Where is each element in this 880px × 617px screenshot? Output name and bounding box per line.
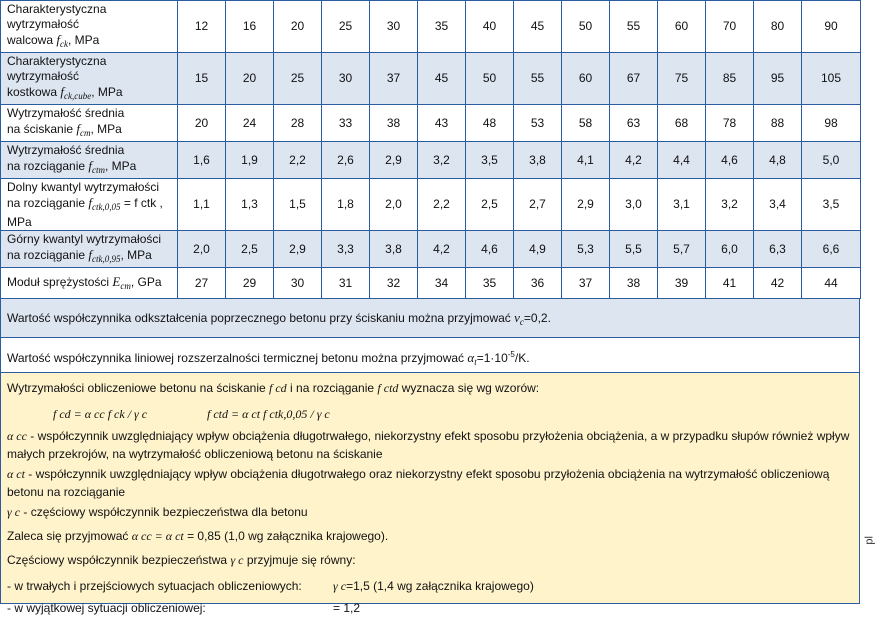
- table-cell: 27: [178, 268, 226, 299]
- table-cell: 2,0: [370, 179, 418, 231]
- table-cell: 4,6: [706, 142, 754, 179]
- table-cell: 3,8: [514, 142, 562, 179]
- gamma-c-symbol: γ c: [7, 505, 21, 519]
- table-cell: 48: [466, 105, 514, 142]
- row-label: [1, 105, 178, 142]
- row-label: [1, 179, 178, 231]
- table-row: [1, 231, 861, 268]
- table-cell: 16: [226, 1, 274, 53]
- table-cell: 38: [370, 105, 418, 142]
- table-cell: 4,2: [418, 231, 466, 268]
- table-cell: 3,2: [706, 179, 754, 231]
- table-cell: 88: [754, 105, 802, 142]
- table-cell: 20: [178, 105, 226, 142]
- partial-text-b: przyjmuje się równy:: [243, 553, 356, 567]
- table-cell: 63: [610, 105, 658, 142]
- row-label: [1, 231, 178, 268]
- row-label-line1: Wytrzymałość średnia: [7, 143, 125, 157]
- table-cell: 1,8: [322, 179, 370, 231]
- table-cell: 2,0: [178, 231, 226, 268]
- row-unit: = f ctk , MPa: [7, 196, 163, 229]
- table-cell: 2,7: [514, 179, 562, 231]
- poisson-subscript: c: [519, 317, 524, 327]
- accidental-case-label: - w wyjątkowej sytuacji obliczeniowej:: [7, 601, 206, 615]
- row-label-line2: na rozciąganie: [7, 159, 89, 173]
- row-label-line2: na rozciąganie: [7, 196, 89, 210]
- row-label-line1: Charakterystyczna wytrzymałość: [7, 2, 107, 31]
- table-cell: 3,1: [658, 179, 706, 231]
- table-cell: 2,2: [274, 142, 322, 179]
- table-cell: 3,3: [322, 231, 370, 268]
- table-cell: 1,6: [178, 142, 226, 179]
- row-symbol-subscript: ctk,0,05: [92, 202, 121, 212]
- table-cell: 12: [178, 1, 226, 53]
- case1-symbol: γ c: [333, 579, 347, 593]
- table-cell: 35: [466, 268, 514, 299]
- table-cell: 105: [802, 53, 861, 105]
- table-cell: 3,5: [466, 142, 514, 179]
- row-label-line2: na ściskanie: [7, 122, 77, 136]
- row-label: [1, 1, 178, 53]
- case1-value: =1,5 (1,4 wg załącznika krajowego): [346, 579, 534, 593]
- table-cell: 30: [322, 53, 370, 105]
- table-cell: 4,2: [610, 142, 658, 179]
- row-symbol-subscript: ck: [59, 39, 68, 49]
- table-cell: 2,5: [226, 231, 274, 268]
- formula-fcd: f cd = α cc f ck / γ c: [53, 407, 148, 421]
- table-cell: 67: [610, 53, 658, 105]
- table-cell: 20: [226, 53, 274, 105]
- table-cell: 37: [562, 268, 610, 299]
- table-cell: 98: [802, 105, 861, 142]
- row-symbol: f: [60, 84, 64, 99]
- table-cell: 31: [322, 268, 370, 299]
- table-cell: 50: [562, 1, 610, 53]
- table-cell: 4,1: [562, 142, 610, 179]
- table-cell: 68: [658, 105, 706, 142]
- row-unit: , MPa: [120, 248, 152, 262]
- table-cell: 5,7: [658, 231, 706, 268]
- table-cell: 42: [754, 268, 802, 299]
- table-cell: 60: [658, 1, 706, 53]
- alpha-ct-symbol: α ct: [7, 467, 25, 481]
- table-cell: 6,3: [754, 231, 802, 268]
- thermal-exponent: -5: [507, 350, 515, 359]
- table-cell: 30: [370, 1, 418, 53]
- alpha-cc-text: - współczynnik uwzględniający wpływ obciążenia długotrwałego, niekorzystny efekt sposobu przyłożenia obciążenia, a w przypadku słupów również wpływ małych przekrojów, na wytrzymałość obliczeniową betonu na ściskanie: [7, 429, 850, 461]
- row-symbol-subscript: cm: [80, 128, 91, 138]
- table-cell: 75: [658, 53, 706, 105]
- table-cell: 4,8: [754, 142, 802, 179]
- table-row: [1, 1, 861, 53]
- thermal-symbol: α: [467, 350, 475, 365]
- table-cell: 53: [514, 105, 562, 142]
- row-symbol: f: [88, 247, 93, 262]
- accidental-case-value: = 1,2: [333, 601, 361, 615]
- row-label-line2: walcowa: [7, 33, 57, 47]
- table-cell: 1,1: [178, 179, 226, 231]
- table-row: [1, 142, 861, 179]
- intro-text-b: i na rozciąganie: [286, 381, 378, 395]
- table-cell: 4,4: [658, 142, 706, 179]
- thermal-text: Wartość współczynnika liniowej rozszerzalności termicznej betonu można przyjmować: [7, 351, 468, 365]
- thermal-unit: /K.: [514, 351, 530, 365]
- alpha-cc-symbol: α cc: [7, 429, 27, 443]
- table-cell: 60: [562, 53, 610, 105]
- watermark: pl: [864, 536, 876, 545]
- table-cell: 15: [178, 53, 226, 105]
- poisson-note: [0, 299, 860, 338]
- table-cell: 4,9: [514, 231, 562, 268]
- recommend-text-b: = 0,85 (1,0 wg załącznika krajowego).: [183, 529, 389, 543]
- table-cell: 37: [370, 53, 418, 105]
- row-label-line1: Górny kwantyl wytrzymałości: [7, 232, 162, 246]
- persistent-case-label: - w trwałych i przejściowych sytuacjach obliczeniowych:: [7, 579, 302, 593]
- table-cell: 3,2: [418, 142, 466, 179]
- row-label: [1, 268, 178, 299]
- table-row: [1, 179, 861, 231]
- table-cell: 2,9: [370, 142, 418, 179]
- gamma-c-text: - częściowy współczynnik bezpieczeństwa dla betonu: [20, 505, 308, 519]
- table-cell: 36: [514, 268, 562, 299]
- persistent-case-value: [333, 577, 851, 595]
- table-cell: 25: [274, 53, 322, 105]
- recommendation: [7, 527, 851, 545]
- table-cell: 2,6: [322, 142, 370, 179]
- table-row: [1, 268, 861, 299]
- table-cell: 85: [706, 53, 754, 105]
- table-cell: 58: [562, 105, 610, 142]
- table-cell: 34: [418, 268, 466, 299]
- row-symbol-subscript: ctk,0,95: [92, 254, 121, 264]
- row-label-line1: Moduł sprężystości: [7, 274, 113, 289]
- table-cell: 29: [226, 268, 274, 299]
- table-cell: 24: [226, 105, 274, 142]
- table-cell: 1,9: [226, 142, 274, 179]
- table-cell: 38: [610, 268, 658, 299]
- row-symbol-subscript: ck,cube: [63, 91, 92, 101]
- row-symbol: f: [88, 195, 93, 210]
- fcd-symbol: f cd: [269, 381, 287, 395]
- table-cell: 50: [466, 53, 514, 105]
- table-cell: 70: [706, 1, 754, 53]
- recommend-symbol: α cc = α ct: [131, 529, 184, 543]
- recommend-text-a: Zaleca się przyjmować: [7, 529, 132, 543]
- table-cell: 3,0: [610, 179, 658, 231]
- alpha-ct-definition: [7, 465, 851, 501]
- table-cell: 2,2: [418, 179, 466, 231]
- table-row: [1, 105, 861, 142]
- table-cell: 28: [274, 105, 322, 142]
- table-cell: 30: [274, 268, 322, 299]
- thermal-subscript: t: [474, 357, 477, 367]
- poisson-symbol: ν: [514, 310, 520, 325]
- row-label-line2: kostkowa: [7, 85, 61, 99]
- table-cell: 44: [802, 268, 861, 299]
- row-label-line1: Dolny kwantyl wytrzymałości: [7, 180, 160, 194]
- row-symbol: f: [88, 158, 93, 173]
- table-cell: 5,0: [802, 142, 861, 179]
- table-cell: 43: [418, 105, 466, 142]
- thermal-note: [0, 338, 860, 373]
- table-cell: 25: [322, 1, 370, 53]
- table-cell: 45: [514, 1, 562, 53]
- table-cell: 20: [274, 1, 322, 53]
- alpha-ct-text: - współczynnik uwzględniający wpływ obciążenia długotrwałego oraz niekorzystny efekt sposobu przyłożenia obciążenia na wytrzymałość obliczeniową betonu na rozciąganie: [7, 467, 830, 499]
- table-cell: 90: [802, 1, 861, 53]
- partial-factor-line: [7, 551, 851, 569]
- table-cell: 5,5: [610, 231, 658, 268]
- design-strength-panel: [0, 373, 860, 615]
- gamma-c-definition: [7, 503, 851, 521]
- table-cell: 2,9: [562, 179, 610, 231]
- row-unit: , MPa: [105, 159, 137, 173]
- table-cell: 4,6: [466, 231, 514, 268]
- intro-text-a: Wytrzymałości obliczeniowe betonu na ściskanie: [7, 381, 270, 395]
- table-cell: 3,5: [802, 179, 861, 231]
- intro-text-c: wyznacza się wg wzorów:: [398, 381, 540, 395]
- row-label: [1, 53, 178, 105]
- table-cell: 41: [706, 268, 754, 299]
- row-label: [1, 142, 178, 179]
- row-label-line2: na rozciąganie: [7, 248, 89, 262]
- poisson-text: Wartość współczynnika odkształcenia poprzecznego betonu przy ściskaniu można przyjmować: [7, 311, 515, 325]
- table-cell: 45: [418, 53, 466, 105]
- table-cell: 95: [754, 53, 802, 105]
- row-symbol: f: [76, 121, 80, 136]
- table-body: [1, 1, 861, 299]
- table-cell: 1,3: [226, 179, 274, 231]
- row-unit: , MPa: [67, 33, 100, 47]
- table-cell: 78: [706, 105, 754, 142]
- partial-symbol: γ c: [230, 553, 244, 567]
- table-cell: 80: [754, 1, 802, 53]
- table-cell: 33: [322, 105, 370, 142]
- table-cell: 5,3: [562, 231, 610, 268]
- table-cell: 39: [658, 268, 706, 299]
- table-cell: 32: [370, 268, 418, 299]
- table-cell: 3,4: [754, 179, 802, 231]
- table-cell: 2,9: [274, 231, 322, 268]
- table-cell: 3,8: [370, 231, 418, 268]
- thermal-value: =1·10: [476, 351, 508, 365]
- row-symbol: E: [112, 273, 121, 289]
- row-label-line1: Wytrzymałość średnia: [7, 106, 125, 120]
- table-cell: 40: [466, 1, 514, 53]
- table-cell: 55: [514, 53, 562, 105]
- partial-text-a: Częściowy współczynnik bezpieczeństwa: [7, 553, 231, 567]
- formula-fctd: f ctd = α ct f ctk,0,05 / γ c: [207, 407, 330, 421]
- row-symbol-subscript: cm: [120, 280, 131, 291]
- table-cell: 6,6: [802, 231, 861, 268]
- table-cell: 6,0: [706, 231, 754, 268]
- table-row: [1, 53, 861, 105]
- poisson-value: =0,2.: [523, 311, 551, 325]
- row-unit: , MPa: [90, 122, 122, 136]
- table-cell: 2,5: [466, 179, 514, 231]
- row-symbol: f: [56, 32, 60, 47]
- table-cell: 35: [418, 1, 466, 53]
- row-symbol-subscript: ctm: [92, 165, 106, 175]
- alpha-cc-definition: [7, 427, 851, 463]
- table-cell: 55: [610, 1, 658, 53]
- row-unit: , GPa: [130, 274, 162, 289]
- concrete-properties-table: [0, 0, 861, 299]
- table-cell: 1,5: [274, 179, 322, 231]
- row-unit: , MPa: [91, 85, 123, 99]
- row-label-line1: Charakterystyczna wytrzymałość: [7, 54, 107, 83]
- fctd-symbol: f ctd: [377, 381, 399, 395]
- design-intro: [7, 379, 851, 397]
